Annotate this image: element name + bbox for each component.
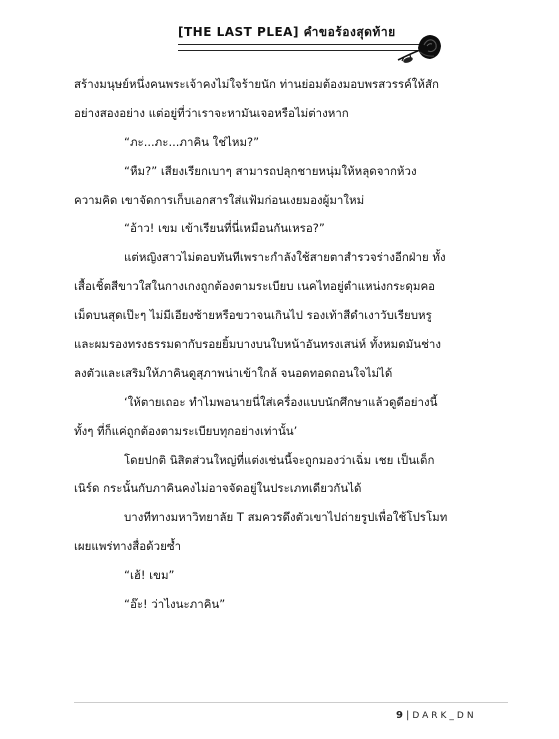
rose-icon	[396, 30, 444, 68]
paragraph-start: แต่หญิงสาวไม่ตอบทันทีเพราะกำลังใช้สายตาสำรวจร่างอีกฝ่าย ทั้ง	[124, 250, 446, 265]
text-line: เผยแพร่ทางสื่อด้วยซ้ำ	[74, 539, 182, 554]
text-line: เนิร์ด กระนั้นกับภาคินคงไม่อาจจัดอยู่ในประเภทเดียวกันได้	[74, 481, 362, 496]
text-line: และผมรองทรงธรรมดากับรอยยิ้มบางบนใบหน้าอันทรงเสน่ห์ ทั้งหมดมันช่าง	[74, 337, 441, 352]
author-name: DARK_DN	[412, 711, 477, 721]
text-line: เสื้อเชิ้ตสีขาวใสในกางเกงถูกต้องตามระเบียบ เนคไทอยู่ตำแหน่งกระดุมคอ	[74, 279, 436, 294]
header-title-en: [THE LAST PLEA]	[178, 25, 299, 39]
header-rule	[178, 44, 428, 51]
footer-separator: |	[405, 710, 410, 721]
text-line: ลงตัวและเสริมให้ภาคินดูสุภาพน่าเข้าใกล้ จนอดทอดถอนใจไม่ได้	[74, 365, 393, 380]
dialogue-line: “ภะ...ภะ...ภาคิน ใช่ไหม?”	[124, 134, 260, 149]
page-number: 9	[396, 710, 403, 721]
text-line: อย่างสองอย่าง แต่อยู่ที่ว่าเราจะหามันเจอหรือไม่ต่างหาก	[74, 105, 349, 120]
text-line: ทั้งๆ ที่ก็แค่ถูกต้องตามระเบียบทุกอย่างเท่านั้น’	[74, 423, 298, 438]
page-footer	[396, 710, 477, 721]
text-line: เม็ดบนสุดเป๊ะๆ ไม่มีเอียงซ้ายหรือขวาจนเกินไป รองเท้าสีดำเงาวับเรียบหรู	[74, 308, 432, 323]
paragraph-start: ‘ให้ตายเถอะ ทำไมพอนายนี่ใส่เครื่องแบบนักศึกษาแล้วดูดีอย่างนี้	[124, 394, 438, 409]
dialogue-line: “อ๊ะ! ว่าไงนะภาคิน”	[124, 597, 226, 612]
dialogue-line: “หืม?” เสียงเรียกเบาๆ สามารถปลุกชายหนุ่มให้หลุดจากห้วง	[124, 163, 417, 178]
paragraph-start: บางทีทางมหาวิทยาลัย T สมควรดึงตัวเขาไปถ่ายรูปเพื่อใช้โปรโมท	[124, 510, 448, 525]
dialogue-line: “เฮ้! เขม”	[124, 568, 175, 583]
text-line: ความคิด เขาจัดการเก็บเอกสารใส่แฟ้มก่อนเงยมองผู้มาใหม่	[74, 192, 365, 207]
header-title-th: คำขอร้องสุดท้าย	[303, 25, 396, 39]
text-line: สร้างมนุษย์หนึ่งคนพระเจ้าคงไม่ใจร้ายนัก ท่านย่อมต้องมอบพรสวรรค์ให้สัก	[74, 77, 439, 91]
footer-rule	[74, 702, 508, 703]
dialogue-line: “อ้าว! เขม เข้าเรียนที่นี่เหมือนกันเหรอ?”	[124, 221, 325, 236]
page-body	[74, 70, 480, 619]
paragraph-start: โดยปกติ นิสิตส่วนใหญ่ที่แต่งเช่นนี้จะถูกมองว่าเฉิ่ม เชย เป็นเด็ก	[124, 452, 435, 467]
